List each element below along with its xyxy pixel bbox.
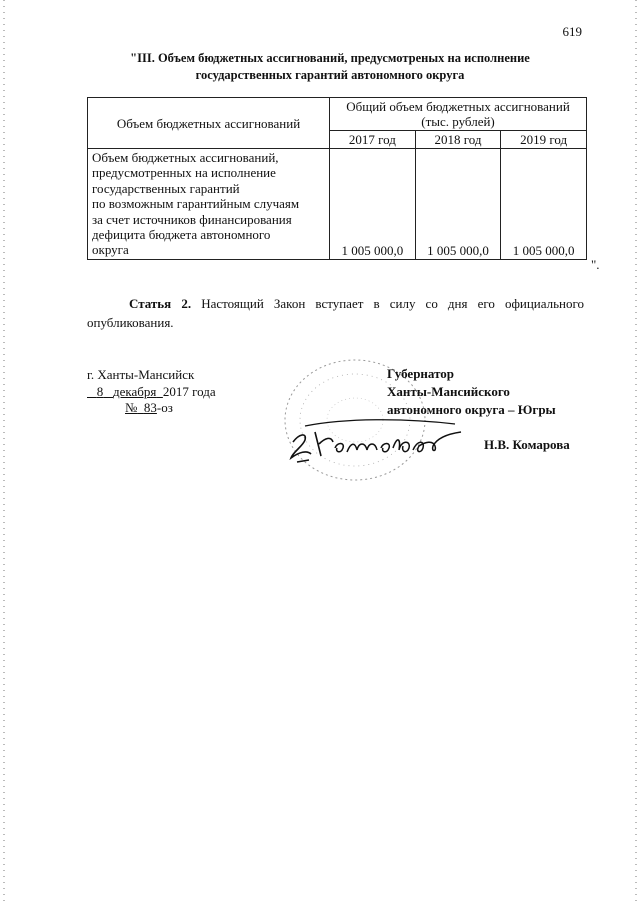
number-suffix: -оз [156, 400, 173, 415]
row-label-line: дефицита бюджета автономного [92, 227, 271, 243]
article-text: Настоящий Закон вступает в силу со дня его официального опубликования. [87, 296, 585, 330]
label-column-header: Объем бюджетных ассигнований [88, 98, 330, 149]
handwritten-signature [285, 412, 475, 472]
table-header-row [88, 98, 587, 131]
scan-edge-right [635, 0, 637, 905]
page-number: 619 [562, 24, 582, 39]
value-2017: 1 005 000,0 [330, 149, 416, 260]
date-year: 2017 года [162, 384, 216, 399]
row-label-line: округа [92, 242, 129, 258]
number-value: 83 [143, 400, 157, 415]
row-label-line: за счет источников финансирования [92, 211, 292, 227]
year-header-2018: 2018 год [415, 131, 501, 149]
number-sign: № [125, 400, 138, 415]
governor-title-line-2: Ханты-Мансийского [387, 384, 510, 399]
section-title-line-1: "III. Объем бюджетных ассигнований, предусмотреных на исполнение [130, 51, 530, 65]
law-number [125, 400, 173, 416]
signing-date [87, 384, 216, 400]
row-label [88, 149, 330, 260]
section-title-line-2: государственных гарантий автономного округа [195, 68, 465, 82]
article-label: Статья 2. [129, 296, 192, 311]
section-title [80, 50, 580, 84]
closing-quote-mark: ". [591, 257, 600, 272]
date-month: декабря [113, 384, 157, 399]
scan-edge-left [3, 0, 5, 905]
governor-title-line-3: автономного округа – Югры [387, 402, 556, 417]
article-2 [87, 294, 584, 332]
row-label-line: предусмотренных на исполнение [92, 165, 276, 181]
row-label-line: Объем бюджетных ассигнований, [92, 150, 279, 165]
row-label-line: государственных гарантий [92, 180, 240, 196]
budget-table [87, 97, 587, 260]
signing-city: г. Ханты-Мансийск [87, 367, 195, 382]
value-2019: 1 005 000,0 [501, 149, 587, 260]
total-column-header: Общий объем бюджетных ассигнований (тыс. рублей) [330, 98, 587, 131]
table-row [88, 149, 587, 260]
row-label-line: по возможным гарантийным случаям [92, 196, 300, 212]
date-day: 8 [96, 384, 104, 399]
year-header-2017: 2017 год [330, 131, 416, 149]
value-2018: 1 005 000,0 [415, 149, 501, 260]
governor-name: Н.В. Комарова [484, 437, 570, 452]
governor-title-line-1: Губернатор [387, 366, 455, 381]
year-header-2019: 2019 год [501, 131, 587, 149]
